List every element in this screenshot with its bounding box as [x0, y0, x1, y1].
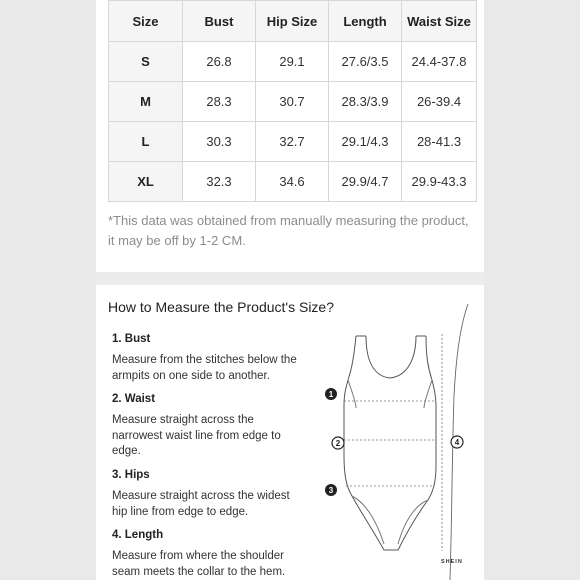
step-line: narrowest waist line from edge to [112, 429, 281, 442]
table-cell: 24.4-37.8 [402, 42, 477, 82]
table-cell: 26.8 [183, 42, 256, 82]
header-waist-size: Waist Size [402, 1, 477, 42]
step-line: armpits on one side to another. [112, 369, 270, 382]
table-header-row [109, 1, 477, 42]
table-row [109, 122, 477, 162]
table-cell: 34.6 [256, 162, 329, 202]
step-description [112, 413, 312, 460]
table-cell: 32.7 [256, 122, 329, 162]
disclaimer-line: it may be off by 1-2 CM. [108, 233, 246, 248]
marker-2 [332, 437, 344, 449]
step-line: hip line from edge to edge. [112, 505, 249, 518]
header-length: Length [329, 1, 402, 42]
table-cell: S [109, 42, 183, 82]
step-length [112, 528, 312, 580]
table-cell: 28.3 [183, 82, 256, 122]
step-line: seam meets the collar to the hem. [112, 565, 286, 578]
step-description [112, 353, 312, 384]
table-cell: 27.6/3.5 [329, 42, 402, 82]
step-title: 1. Bust [112, 333, 151, 345]
table-cell: 26-39.4 [402, 82, 477, 122]
table-cell: 29.1/4.3 [329, 122, 402, 162]
disclaimer-line: *This data was obtained from manually measuring the product, [108, 213, 469, 228]
step-waist [112, 392, 312, 460]
measure-guide-title: How to Measure the Product's Size? [108, 299, 335, 315]
size-chart-table [108, 0, 477, 202]
table-row [109, 162, 477, 202]
step-description [112, 549, 312, 580]
step-description [112, 489, 312, 520]
step-line: Measure from where the shoulder [112, 550, 284, 562]
table-cell: 32.3 [183, 162, 256, 202]
step-title: 3. Hips [112, 469, 150, 481]
bodysuit-diagram [318, 296, 488, 580]
svg-text:3: 3 [328, 486, 334, 495]
background-left [0, 0, 96, 580]
step-line: Measure straight across the [112, 414, 254, 426]
table-cell: 28.3/3.9 [329, 82, 402, 122]
table-cell: 29.9-43.3 [402, 162, 477, 202]
table-cell: XL [109, 162, 183, 202]
svg-text:2: 2 [335, 439, 341, 448]
table-row [109, 42, 477, 82]
step-hips [112, 468, 312, 520]
table-cell: 28-41.3 [402, 122, 477, 162]
step-line: Measure straight across the widest [112, 490, 290, 502]
table-cell: 30.3 [183, 122, 256, 162]
marker-3 [325, 484, 337, 496]
table-cell: 29.1 [256, 42, 329, 82]
table-row [109, 82, 477, 122]
step-line: Measure from the stitches below the [112, 354, 297, 366]
table-cell: 29.9/4.7 [329, 162, 402, 202]
step-title: 4. Length [112, 529, 164, 541]
header-hip-size: Hip Size [256, 1, 329, 42]
table-cell: 30.7 [256, 82, 329, 122]
step-title: 2. Waist [112, 393, 156, 405]
measurement-disclaimer [108, 211, 478, 251]
step-line: edge. [112, 445, 141, 457]
svg-text:4: 4 [454, 438, 460, 447]
bodysuit-outline [344, 336, 436, 550]
measurement-lines [344, 334, 442, 551]
marker-4 [451, 436, 463, 448]
brand-logo: SHEIN [441, 559, 463, 565]
header-size: Size [109, 1, 183, 42]
header-bust: Bust [183, 1, 256, 42]
step-bust [112, 332, 312, 384]
marker-1 [325, 388, 337, 400]
background-right [484, 0, 580, 580]
svg-text:1: 1 [328, 390, 334, 399]
table-cell: L [109, 122, 183, 162]
table-cell: M [109, 82, 183, 122]
